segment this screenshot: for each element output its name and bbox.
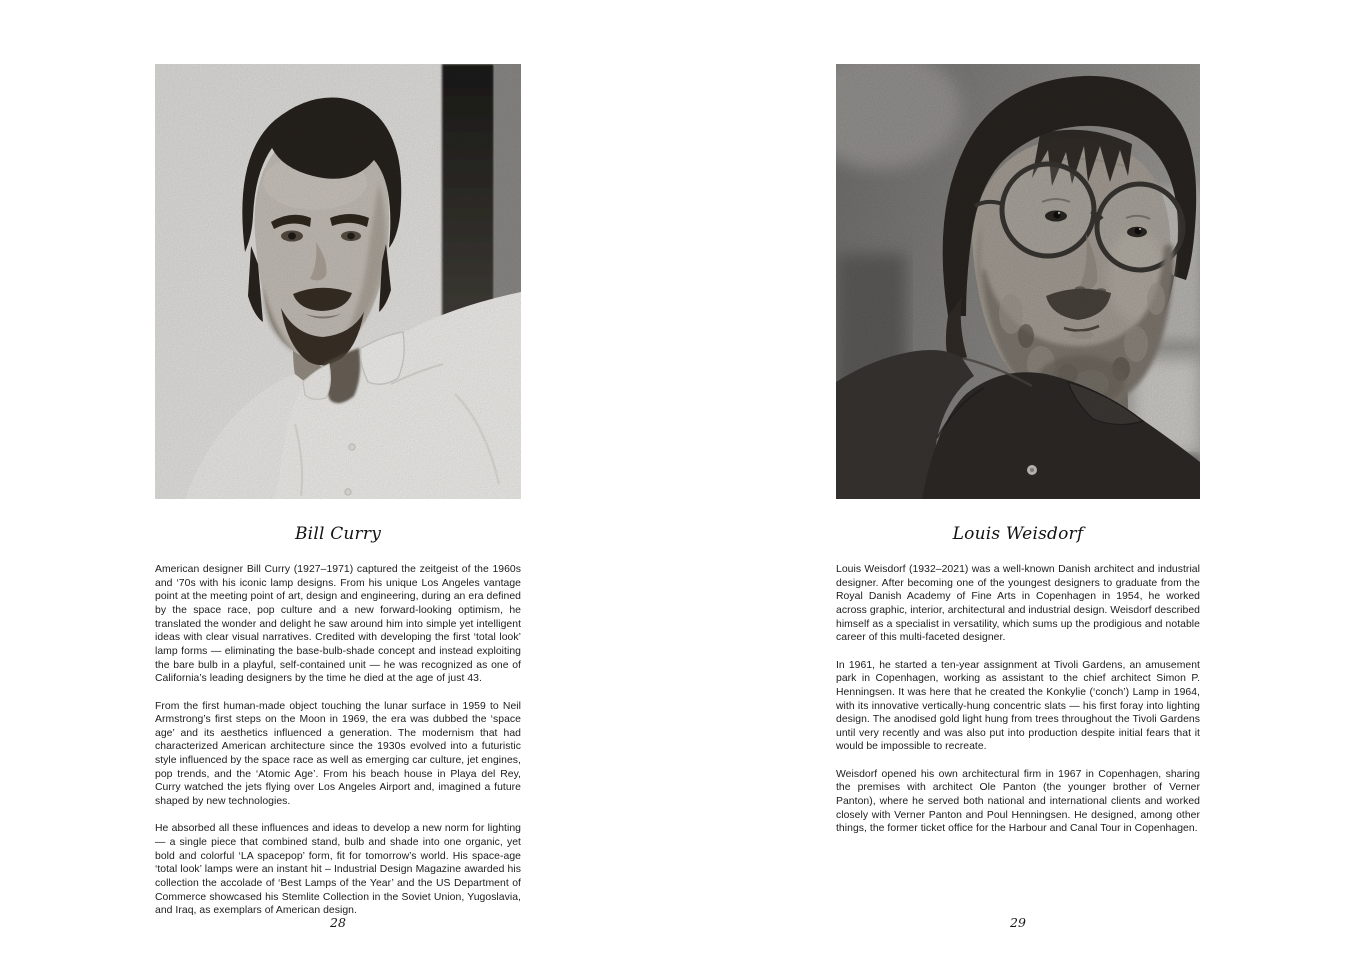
left-page: [155, 64, 521, 930]
louis-weisdorf-bio: [836, 563, 1200, 836]
bio-paragraph: Louis Weisdorf (1932–2021) was a well-known Danish architect and industrial designer. After becoming one of the youngest designers to graduate from the Royal Danish Academy of Fine Arts in Copenhagen in 1954, he worked across graphic, interior, architectural and industrial design. Weisdorf described himself as a specialist in versatility, which sums up the prodigious and notable career of this multi-faceted designer.: [836, 564, 1200, 644]
right-page: [836, 64, 1200, 930]
bio-paragraph: In 1961, he started a ten-year assignment at Tivoli Gardens, an amusement park in Copenhagen, working as assistant to the chief architect Simon P. Henningsen. It was here that he created the Konkylie (‘conch’) Lamp in 1964, with its innovative vertically-hung concentric slats — his first foray into lighting design. The anodised gold light hung from trees throughout the Tivoli Gardens until very recently and was also put into production despite initial fears that it would be impossible to recreate.: [836, 659, 1200, 753]
bill-curry-portrait-illustration: [155, 64, 521, 499]
designer-name-louis-weisdorf: Louis Weisdorf: [952, 524, 1084, 544]
louis-weisdorf-portrait-illustration: [836, 64, 1200, 499]
bio-paragraph: From the first human-made object touching the lunar surface in 1959 to Neil Armstrong’s first steps on the Moon in 1969, the era was dubbed the ‘space age’ and its aesthetics influenced a generation. The modernism that had characterized American architecture since the 1930s evolved into a futuristic style influenced by the space race as well as emerging car culture, jet engines, pop trends, and the ‘Atomic Age’. From his beach house in Playa del Rey, Curry watched the jets flying over Los Angeles Airport and, imagined a future shaped by new technologies.: [155, 700, 521, 808]
bio-paragraph: Weisdorf opened his own architectural firm in 1967 in Copenhagen, sharing the premises with architect Ole Panton (the younger brother of Verner Panton), where he served both national and international clients and worked closely with Verner Panton and Poul Henningsen. He designed, among other things, the former ticket office for the Harbour and Canal Tour in Copenhagen.: [836, 768, 1200, 835]
page-number-left: 28: [330, 915, 346, 930]
bio-paragraph: He absorbed all these influences and ideas to develop a new norm for lighting — a single piece that combined stand, bulb and shade into one organic, yet bold and colorful ‘LA spacepop’ form, fit for tomorrow’s world. His space-age ‘total look’ lamps were an instant hit – Industrial Design Magazine awarded his collection the accolade of ‘Best Lamps of the Year’ and the US Department of Commerce showcased his Stemlite Collection in the Soviet Union, Yugoslavia, and Iraq, as exemplars of American design.: [155, 823, 521, 917]
louis-weisdorf-photo: [836, 64, 1200, 499]
bill-curry-bio: [155, 563, 521, 918]
bill-curry-photo: [155, 64, 521, 499]
page-number-right: 29: [1010, 915, 1026, 930]
designer-name-bill-curry: Bill Curry: [294, 524, 382, 544]
bio-paragraph: American designer Bill Curry (1927–1971) captured the zeitgeist of the 1960s and ‘70s with his iconic lamp designs. From his unique Los Angeles vantage point at the meeting point of art, design and engineering, during an era defined by the space race, pop culture and a new forward-looking optimism, he translated the wonder and delight he saw around him into simple yet intelligent ideas with clear visual narratives. Credited with developing the first ‘total look’ lamp forms — eliminating the base-bulb-shade concept and instead exploiting the bare bulb in a playful, self-contained unit — he was recognized as one of California’s leading designers by the time he died at the age of just 43.: [155, 564, 521, 685]
